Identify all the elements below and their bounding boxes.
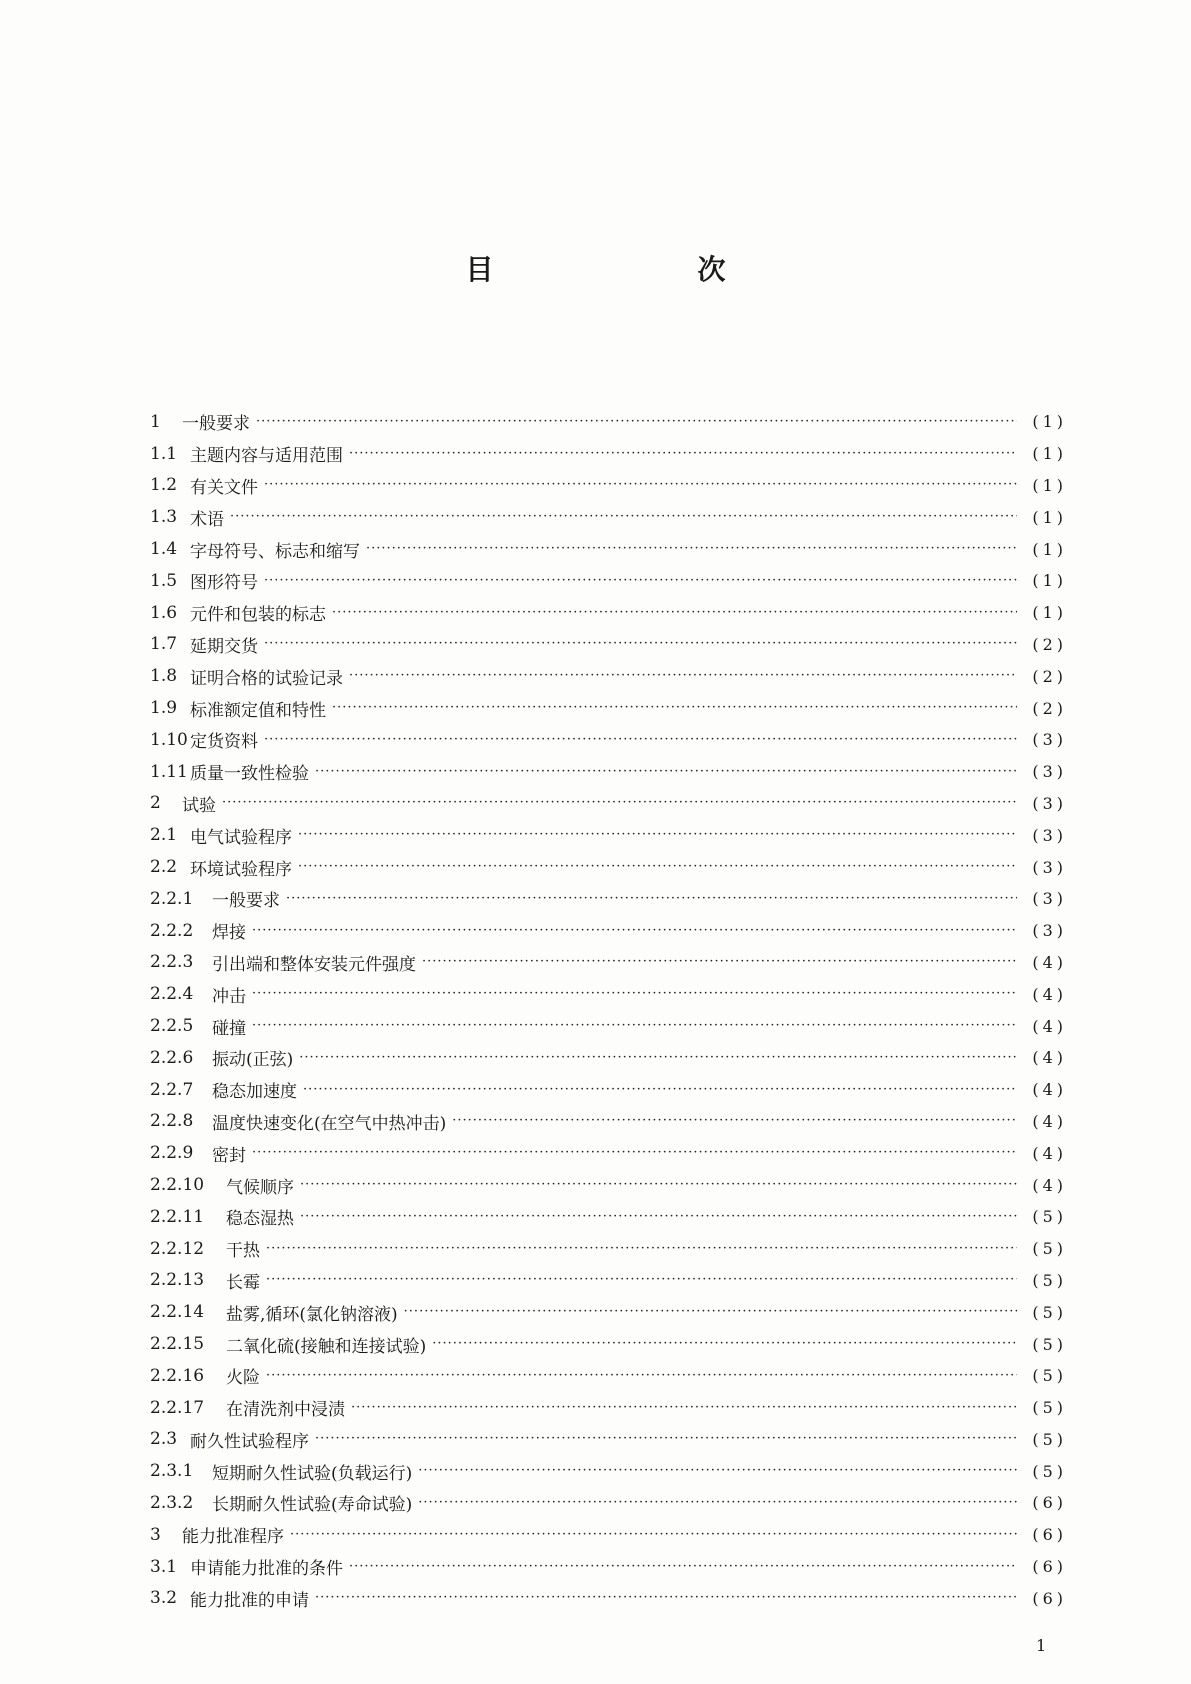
toc-entry-page: (6): [1032, 1588, 1067, 1608]
toc-entry-number: 1.1: [150, 443, 178, 464]
toc-dot-leader: [404, 1302, 1017, 1322]
toc-dot-leader: [315, 1429, 1017, 1449]
toc-entry[interactable]: [150, 819, 1067, 851]
toc-entry-number: 1.8: [150, 666, 178, 687]
toc-entry-page: (4): [1032, 1080, 1067, 1100]
toc-entry-page: (3): [1032, 762, 1067, 782]
toc-entry-page: (5): [1032, 1398, 1067, 1418]
toc-entry-label: 焊接: [212, 923, 246, 944]
toc-dot-leader: [256, 412, 1017, 432]
toc-entry-number: 1.6: [150, 602, 178, 623]
toc-entry[interactable]: [150, 1233, 1067, 1265]
toc-dot-leader: [332, 698, 1017, 718]
toc-entry-label: 气候顺序: [226, 1177, 294, 1198]
toc-entry-number: 2.2.4: [150, 984, 194, 1005]
toc-entry-number: 2.2.5: [150, 1016, 194, 1037]
toc-entry[interactable]: [150, 883, 1067, 915]
toc-entry-label: 质量一致性检验: [190, 764, 309, 785]
toc-entry-number: 2.2.13: [150, 1270, 205, 1291]
toc-entry-page: (5): [1032, 1366, 1067, 1386]
toc-entry-number: 2.3.2: [150, 1492, 194, 1513]
toc-entry[interactable]: [150, 533, 1067, 565]
page-title: 目 次: [465, 253, 814, 286]
toc-entry[interactable]: [150, 1392, 1067, 1424]
toc-entry[interactable]: [150, 788, 1067, 820]
toc-entry-number: 1: [150, 411, 161, 432]
toc-entry[interactable]: [150, 1201, 1067, 1233]
toc-entry[interactable]: [150, 1042, 1067, 1074]
toc-entry-label: 长霉: [226, 1272, 260, 1293]
toc-entry-page: (5): [1032, 1302, 1067, 1322]
toc-entry-label: 短期耐久性试验(负载运行): [212, 1463, 413, 1484]
toc-entry-page: (2): [1032, 634, 1067, 654]
toc-entry[interactable]: [150, 1010, 1067, 1042]
toc-dot-leader: [349, 444, 1017, 464]
toc-entry-page: (4): [1032, 1111, 1067, 1131]
toc-entry-page: (1): [1032, 539, 1067, 559]
toc-entry-number: 1.5: [150, 570, 178, 591]
toc-entry-page: (3): [1032, 857, 1067, 877]
toc-entry-label: 图形符号: [190, 573, 258, 594]
toc-dot-leader: [252, 921, 1017, 941]
toc-dot-leader: [264, 730, 1017, 750]
toc-entry-number: 1.10: [150, 729, 188, 750]
toc-entry-page: (2): [1032, 698, 1067, 718]
toc-entry-label: 能力批准程序: [182, 1527, 284, 1548]
toc-entry-number: 2.2.3: [150, 952, 194, 973]
toc-dot-leader: [299, 1048, 1017, 1068]
toc-entry-number: 2.2.1: [150, 888, 194, 909]
toc-entry-page: (3): [1032, 793, 1067, 813]
toc-entry-number: 2.2.8: [150, 1111, 194, 1132]
toc-entry-number: 2.2.11: [150, 1206, 205, 1227]
toc-entry-label: 二氧化硫(接触和连接试验): [226, 1336, 427, 1357]
toc-entry-label: 干热: [226, 1241, 260, 1262]
toc-dot-leader: [252, 1143, 1017, 1163]
toc-entry[interactable]: [150, 724, 1067, 756]
toc-entry[interactable]: [150, 597, 1067, 629]
toc-entry[interactable]: [150, 438, 1067, 470]
toc-entry-label: 碰撞: [212, 1018, 246, 1039]
toc-entry[interactable]: [150, 978, 1067, 1010]
toc-dot-leader: [300, 1175, 1017, 1195]
toc-entry[interactable]: [150, 1455, 1067, 1487]
toc-entry[interactable]: [150, 501, 1067, 533]
toc-dot-leader: [332, 603, 1017, 623]
toc-entry-number: 1.4: [150, 539, 178, 560]
toc-entry-number: 2.3.1: [150, 1461, 194, 1482]
toc-entry[interactable]: [150, 1360, 1067, 1392]
toc-entry-number: 2.2: [150, 857, 178, 878]
toc-entry-page: (5): [1032, 1239, 1067, 1259]
toc-entry-number: 2.2.6: [150, 1047, 194, 1068]
toc-dot-leader: [422, 952, 1017, 972]
toc-dot-leader: [452, 1111, 1017, 1131]
toc-entry-number: 3: [150, 1524, 161, 1545]
toc-entry[interactable]: [150, 692, 1067, 724]
toc-dot-leader: [351, 1398, 1017, 1418]
toc-entry-label: 字母符号、标志和缩写: [190, 541, 360, 562]
toc-entry-page: (4): [1032, 1143, 1067, 1163]
toc-entry-label: 在清洗剂中浸渍: [226, 1400, 345, 1421]
toc-entry-page: (6): [1032, 1525, 1067, 1545]
toc-entry-label: 稳态加速度: [212, 1082, 297, 1103]
toc-entry[interactable]: [150, 629, 1067, 661]
toc-entry-label: 冲击: [212, 986, 246, 1007]
toc-entry-label: 主题内容与适用范围: [190, 446, 343, 467]
toc-entry-number: 1.11: [150, 761, 188, 782]
toc-dot-leader: [349, 1557, 1017, 1577]
toc-entry-number: 2.2.9: [150, 1143, 194, 1164]
toc-entry[interactable]: [150, 406, 1067, 438]
toc-entry[interactable]: [150, 565, 1067, 597]
toc-entry-label: 试验: [182, 795, 216, 816]
toc-entry-page: (3): [1032, 889, 1067, 909]
toc-dot-leader: [349, 666, 1017, 686]
toc-entry-label: 定货资料: [190, 732, 258, 753]
toc-entry-page: (1): [1032, 475, 1067, 495]
toc-entry[interactable]: [150, 1519, 1067, 1551]
toc-entry-number: 2.1: [150, 825, 178, 846]
toc-entry-number: 2.2.12: [150, 1238, 205, 1259]
toc-entry-number: 1.3: [150, 507, 178, 528]
toc-entry-label: 环境试验程序: [190, 859, 292, 880]
toc-entry[interactable]: [150, 1137, 1067, 1169]
toc-entry[interactable]: [150, 1582, 1067, 1614]
toc-dot-leader: [366, 539, 1017, 559]
toc-dot-leader: [303, 1080, 1017, 1100]
toc-entry-label: 术语: [190, 509, 224, 530]
toc-entry-label: 盐雾,循环(氯化钠溶液): [226, 1304, 398, 1325]
toc-entry-number: 2.2.17: [150, 1397, 205, 1418]
toc-entry[interactable]: [150, 915, 1067, 947]
toc-entry-number: 1.7: [150, 634, 178, 655]
toc-entry-page: (5): [1032, 1429, 1067, 1449]
toc-entry-page: (4): [1032, 952, 1067, 972]
toc-entry-page: (1): [1032, 507, 1067, 527]
toc-entry-label: 引出端和整体安装元件强度: [212, 954, 416, 975]
toc-dot-leader: [300, 1207, 1017, 1227]
toc-entry-label: 一般要求: [212, 891, 280, 912]
toc-entry[interactable]: [150, 1074, 1067, 1106]
toc-dot-leader: [266, 1239, 1017, 1259]
toc-entry[interactable]: [150, 660, 1067, 692]
toc-entry-page: (3): [1032, 825, 1067, 845]
toc-entry[interactable]: [150, 470, 1067, 502]
toc-entry-number: 1.2: [150, 475, 178, 496]
toc-entry[interactable]: [150, 1328, 1067, 1360]
toc-entry-number: 3.1: [150, 1556, 178, 1577]
toc-entry[interactable]: [150, 756, 1067, 788]
toc-entry-page: (3): [1032, 730, 1067, 750]
toc-entry-page: (2): [1032, 666, 1067, 686]
toc-entry-page: (5): [1032, 1207, 1067, 1227]
toc-entry-label: 火险: [226, 1368, 260, 1389]
toc-dot-leader: [264, 634, 1017, 654]
toc-entry-page: (1): [1032, 603, 1067, 623]
toc-entry-page: (4): [1032, 1175, 1067, 1195]
toc-entry-page: (5): [1032, 1270, 1067, 1290]
toc-entry[interactable]: [150, 1265, 1067, 1297]
toc-dot-leader: [230, 507, 1017, 527]
toc-dot-leader: [266, 1366, 1017, 1386]
page-number: 1: [1036, 1636, 1047, 1655]
toc-entry-label: 能力批准的申请: [190, 1590, 309, 1611]
toc-entry-number: 1.9: [150, 698, 178, 719]
toc-entry-label: 延期交货: [190, 636, 258, 657]
toc-dot-leader: [290, 1525, 1017, 1545]
toc-entry-page: (4): [1032, 984, 1067, 1004]
toc-entry-page: (5): [1032, 1334, 1067, 1354]
toc-dot-leader: [264, 475, 1017, 495]
toc-dot-leader: [418, 1493, 1017, 1513]
toc-entry-number: 2.2.15: [150, 1334, 205, 1354]
toc-entry-label: 证明合格的试验记录: [190, 668, 343, 689]
toc-entry-page: (3): [1032, 921, 1067, 941]
toc-dot-leader: [298, 825, 1017, 845]
toc-dot-leader: [264, 571, 1017, 591]
toc-entry[interactable]: [150, 1551, 1067, 1583]
toc-entry-label: 耐久性试验程序: [190, 1431, 309, 1452]
toc-dot-leader: [315, 1588, 1017, 1608]
toc-entry-number: 2.2.14: [150, 1302, 205, 1323]
toc-dot-leader: [418, 1461, 1017, 1481]
toc-entry-number: 2.2.10: [150, 1175, 205, 1196]
table-of-contents: [150, 406, 1067, 1614]
toc-dot-leader: [432, 1334, 1017, 1354]
toc-entry-number: 2.2.7: [150, 1079, 194, 1100]
toc-entry-page: (5): [1032, 1461, 1067, 1481]
toc-entry-label: 标准额定值和特性: [190, 700, 326, 721]
toc-entry-label: 电气试验程序: [190, 827, 292, 848]
toc-dot-leader: [315, 762, 1017, 782]
toc-entry-page: (1): [1032, 571, 1067, 591]
toc-entry[interactable]: [150, 947, 1067, 979]
toc-entry[interactable]: [150, 1296, 1067, 1328]
toc-entry[interactable]: [150, 1424, 1067, 1456]
toc-entry-label: 温度快速变化(在空气中热冲击): [212, 1113, 447, 1134]
toc-entry-number: 2.2.2: [150, 920, 194, 941]
toc-entry-page: (4): [1032, 1016, 1067, 1036]
toc-dot-leader: [266, 1270, 1017, 1290]
toc-entry[interactable]: [150, 851, 1067, 883]
toc-dot-leader: [286, 889, 1017, 909]
toc-entry-page: (1): [1032, 444, 1067, 464]
toc-entry-label: 稳态湿热: [226, 1209, 294, 1230]
toc-dot-leader: [252, 984, 1017, 1004]
toc-entry[interactable]: [150, 1169, 1067, 1201]
toc-entry-page: (6): [1032, 1557, 1067, 1577]
toc-entry-label: 元件和包装的标志: [190, 605, 326, 626]
toc-dot-leader: [222, 793, 1017, 813]
toc-dot-leader: [252, 1016, 1017, 1036]
toc-entry-number: 2: [150, 793, 161, 814]
toc-entry-label: 长期耐久性试验(寿命试验): [212, 1495, 413, 1516]
toc-entry-page: (4): [1032, 1048, 1067, 1068]
toc-dot-leader: [298, 857, 1017, 877]
toc-entry-page: (6): [1032, 1493, 1067, 1513]
toc-entry-number: 2.2.16: [150, 1365, 205, 1386]
toc-entry[interactable]: [150, 1487, 1067, 1519]
toc-entry-label: 振动(正弦): [212, 1050, 294, 1071]
toc-entry-label: 密封: [212, 1145, 246, 1166]
toc-entry-label: 一般要求: [182, 414, 250, 435]
toc-entry-number: 2.3: [150, 1429, 178, 1450]
toc-entry[interactable]: [150, 1106, 1067, 1138]
toc-entry-page: (1): [1032, 412, 1067, 432]
toc-entry-label: 申请能力批准的条件: [190, 1559, 343, 1580]
toc-entry-label: 有关文件: [190, 477, 258, 498]
toc-entry-number: 3.2: [150, 1588, 178, 1609]
